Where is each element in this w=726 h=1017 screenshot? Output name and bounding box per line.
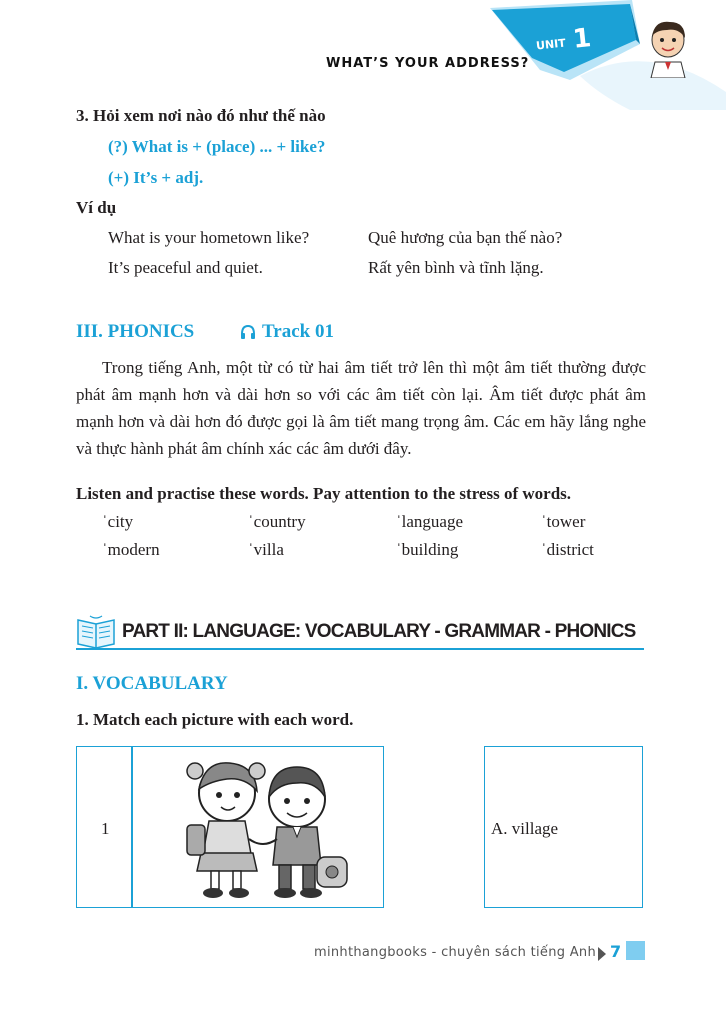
phonics-instruction: Listen and practise these words. Pay attention to the stress of words. <box>76 484 572 503</box>
example-1-vi: Quê hương của bạn thế nào? <box>368 228 563 247</box>
table-divider <box>131 747 133 907</box>
pattern-question: (?) What is + (place) ... + like? <box>108 137 326 156</box>
part-2-title: PART II: LANGUAGE: VOCABULARY - GRAMMAR - PHONICS <box>122 621 636 642</box>
stress-word: ˈtower <box>541 512 586 531</box>
footer-brand: minhthangbooks - chuyên sách tiếng Anh <box>314 945 597 960</box>
stress-word: ˈvilla <box>248 540 284 559</box>
answer-box <box>484 746 643 908</box>
boy-mascot-icon <box>645 18 691 78</box>
headphones-icon <box>240 324 256 340</box>
phonics-paragraph: Trong tiếng Anh, một từ có từ hai âm tiết trở lên thì một âm tiết thường được phát âm mạnh hơn và dài hơn so với các âm tiết còn lại. Âm tiết được phát âm mạnh hơn và dài hơn đó được gọi là âm tiết mang trọng âm. Các em hãy lắng nghe và thực hành phát âm chính xác các âm dưới đây. <box>76 358 646 458</box>
open-book-icon <box>76 614 116 648</box>
children-holding-hands-illustration <box>165 753 355 901</box>
picture-number: 1 <box>101 819 110 838</box>
phonics-heading: III. PHONICS <box>76 321 195 342</box>
section-3-heading: 3. Hỏi xem nơi nào đó như thế nào <box>76 106 326 125</box>
page-number: 7 <box>610 942 622 961</box>
stress-word: ˈdistrict <box>541 540 594 559</box>
pattern-answer: (+) It’s + adj. <box>108 168 204 187</box>
vocabulary-heading: I. VOCABULARY <box>76 673 228 694</box>
example-2-vi: Rất yên bình và tĩnh lặng. <box>368 258 544 277</box>
stress-word: ˈcountry <box>248 512 306 531</box>
example-label: Ví dụ <box>76 198 117 217</box>
unit-number: 1 <box>571 23 593 55</box>
footer-arrow-icon <box>598 947 606 961</box>
track-label: Track 01 <box>262 321 334 342</box>
match-exercise-title: 1. Match each picture with each word. <box>76 710 354 729</box>
example-2-en: It’s peaceful and quiet. <box>108 258 263 277</box>
unit-title: WHAT’S YOUR ADDRESS? <box>326 56 530 71</box>
stress-word: ˈbuilding <box>396 540 459 559</box>
unit-label: UNIT <box>535 36 567 53</box>
example-1-en: What is your hometown like? <box>108 228 310 247</box>
answer-option: A. village <box>491 819 559 838</box>
stress-word: ˈlanguage <box>396 512 464 531</box>
picture-table <box>76 746 384 908</box>
stress-word: ˈcity <box>102 512 134 531</box>
stress-word: ˈmodern <box>102 540 160 559</box>
footer-accent-square <box>626 941 645 960</box>
